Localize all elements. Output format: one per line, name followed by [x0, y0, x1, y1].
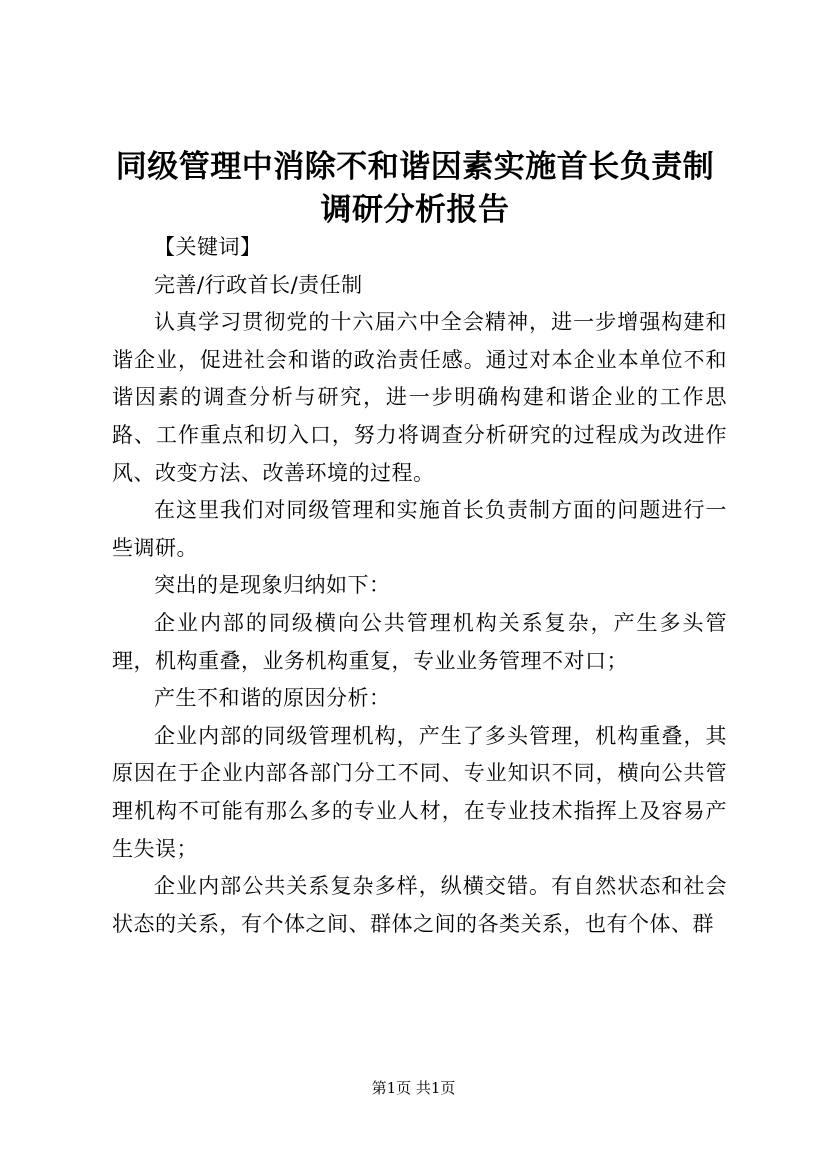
- body-paragraph: 认真学习贯彻党的十六届六中全会精神，进一步增强构建和谐企业，促进社会和谐的政治责任感。通过对本企业本单位不和谐因素的调查分析与研究，进一步明确构建和谐企业的工作思路、工作重点和切入口，努力将调查分析研究的过程成为改进作风、改变方法、改善环境的过程。: [112, 310, 727, 485]
- keywords-text: 完善/行政首长/责任制: [154, 272, 363, 297]
- keywords-heading: 【关键词】: [154, 235, 262, 259]
- body-paragraph: 突出的是现象归纳如下：: [154, 573, 391, 598]
- document-title: 同级管理中消除不和谐因素实施首长负责制调研分析报告: [115, 149, 715, 228]
- document-body: [112, 229, 727, 943]
- body-paragraph: 企业内部公共关系复杂多样，纵横交错。有自然状态和社会状态的关系，有个体之间、群体之间的各类关系，也有个体、群: [112, 874, 727, 936]
- body-paragraph: 企业内部的同级横向公共管理机构关系复杂，产生多头管理，机构重叠，业务机构重复，专业业务管理不对口；: [112, 610, 727, 673]
- body-paragraph: 在这里我们对同级管理和实施首长负责制方面的问题进行一些调研。: [112, 498, 727, 560]
- body-paragraph: 企业内部的同级管理机构，产生了多头管理，机构重叠，其原因在于企业内部各部门分工不同、专业知识不同，横向公共管理机构不可能有那么多的专业人材，在专业技术指挥上及容易产生失误；: [112, 723, 727, 861]
- body-paragraph: 产生不和谐的原因分析：: [154, 686, 391, 711]
- page-number-footer: 第1页 共1页: [371, 1079, 456, 1097]
